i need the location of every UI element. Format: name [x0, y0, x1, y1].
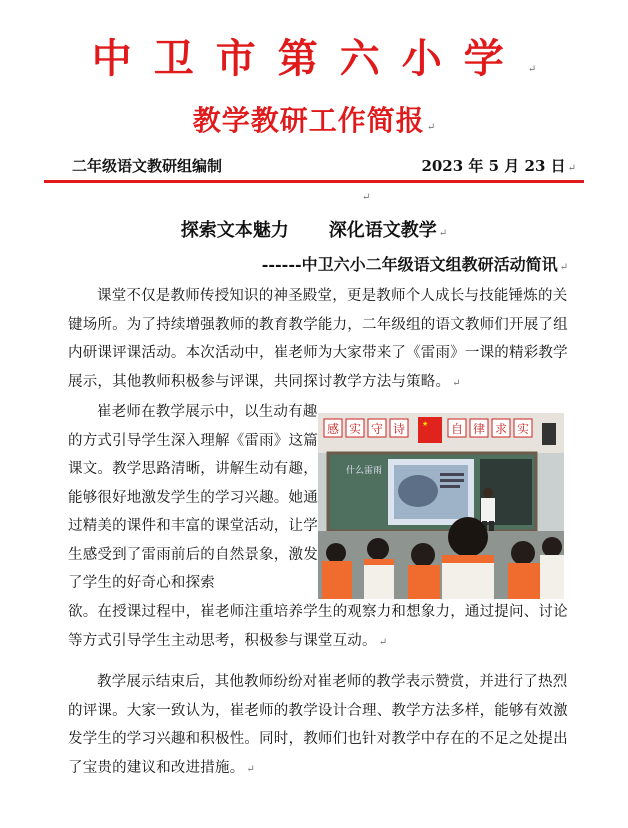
- editor-label: 二年级语文教研组编制: [72, 157, 223, 175]
- header-divider: [44, 180, 584, 183]
- classroom-photo: [318, 413, 564, 599]
- banner-character: 感: [327, 422, 340, 436]
- paragraph-mark: ↵: [362, 192, 371, 203]
- article-title: 探索文本魅力 深化语文教学 ↵: [180, 220, 448, 241]
- banner-character: 实: [349, 422, 362, 436]
- paragraph-evaluation: 教学展示结束后，其他教师纷纷对崔老师的教学表示赞赏，并进行了热烈的评课。大家一致认为，崔老师的教学设计合理、教学方法多样，能够有效激发学生的学习兴趣和积极性。同时，教师们也针对教学中存在的不足之处提出了宝贵的建议和改进措施。 ↵: [68, 674, 568, 776]
- issue-date: 2023 年 5 月 23 日 ↵: [421, 157, 576, 175]
- banner-character: 实: [517, 422, 530, 436]
- banner-character: 诗: [393, 422, 406, 436]
- paragraph-teaching-display-continued: 欲。在授课过程中，崔老师注重培养学生的观察力和想象力，通过提问、讨论等方式引导学生主动思考，积极参与课堂互动。 ↵: [68, 604, 568, 649]
- blackboard-text: 什么雷雨: [346, 466, 383, 476]
- paragraph-intro: 课堂不仅是教师传授知识的神圣殿堂，更是教师个人成长与技能锤炼的关键场所。为了持续增强教师的教育教学能力，二年级组的语文教师们开展了组内研课评课活动。本次活动中，崔老师为大家带来了《雷雨》一课的精彩教学展示，其他教师积极参与评课，共同探讨教学方法与策略。 ↵: [68, 288, 568, 390]
- article-subtitle: ------中卫六小二年级语文组教研活动简讯 ↵: [261, 255, 568, 274]
- school-name-heading: 中卫市第六小学 ↵: [91, 35, 537, 82]
- banner-character: 求: [495, 422, 508, 436]
- newsletter-title: 教学教研工作简报 ↵: [192, 104, 436, 137]
- banner-character: 自: [451, 422, 464, 436]
- paragraph-teaching-display: 崔老师在教学展示中，以生动有趣的方式引导学生深入理解《雷雨》这篇课文。教学思路清晰，讲解生动有趣，能够很好地激发学生的学习兴趣。她通过精美的课件和丰富的课堂活动，让学生感受到了雷雨前后的自然景象，激发了学生的好奇心和探索: [68, 404, 318, 591]
- banner-character: 守: [371, 422, 384, 436]
- svg-text:★: ★: [422, 420, 429, 428]
- banner-character: 律: [473, 422, 486, 436]
